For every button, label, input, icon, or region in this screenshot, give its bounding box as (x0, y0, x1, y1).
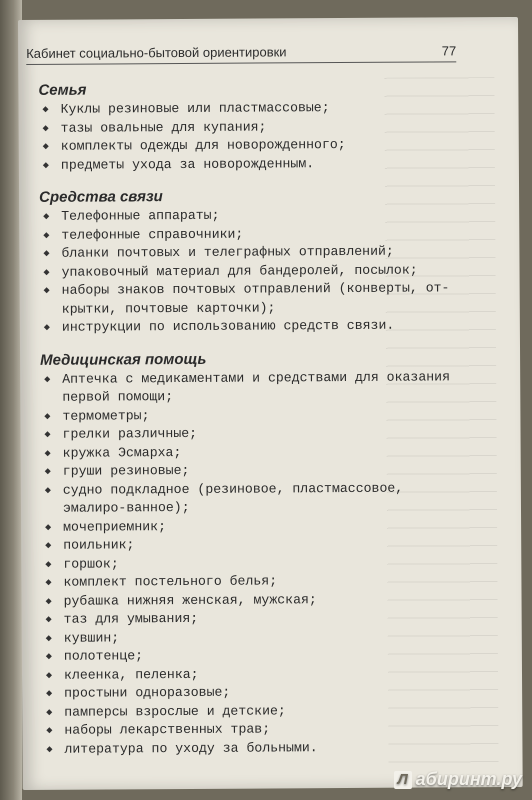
diamond-bullet-icon: ◆ (45, 540, 52, 552)
diamond-bullet-icon: ◆ (45, 651, 52, 663)
list-item: ◆ инструкции по использованию средств связи. (40, 316, 460, 337)
diamond-bullet-icon: ◆ (46, 707, 53, 719)
list-item: ◆ Телефонные аппараты; (39, 205, 459, 226)
item-list (38, 98, 458, 175)
list-item: ◆ мочеприемник; (41, 516, 461, 537)
item-list (40, 368, 462, 759)
diamond-bullet-icon: ◆ (43, 267, 50, 279)
header-title: Кабинет социально-бытовой ориентировки (26, 44, 287, 61)
list-item: ◆ наборы знаков почтовых отправлений (конверты, от-крытки, почтовые карточки); (43, 280, 450, 317)
page-content (38, 79, 462, 773)
diamond-bullet-icon: ◆ (42, 160, 49, 172)
site-watermark (394, 769, 522, 790)
diamond-bullet-icon: ◆ (46, 744, 53, 756)
diamond-bullet-icon: ◆ (43, 285, 50, 297)
list-item: ◆ литература по уходу за больными. (42, 738, 462, 759)
diamond-bullet-icon: ◆ (45, 670, 53, 682)
book-page (18, 17, 523, 790)
diamond-bullet-icon: ◆ (43, 230, 50, 242)
diamond-bullet-icon: ◆ (45, 522, 52, 534)
diamond-bullet-icon: ◆ (43, 211, 50, 223)
diamond-bullet-icon: ◆ (44, 411, 51, 423)
section-medical (40, 349, 462, 759)
list-item: ◆ наборы лекарственных трав; (42, 719, 462, 740)
list-item: ◆ груши резиновые; (41, 460, 461, 481)
diamond-bullet-icon: ◆ (44, 448, 51, 460)
diamond-bullet-icon: ◆ (45, 614, 52, 626)
list-item: ◆ комплект постельного белья; (41, 571, 461, 592)
list-item: ◆ упаковочный материал для бандеролей, посылок; (39, 261, 459, 282)
list-item: ◆ рубашка нижняя женская, мужская; (41, 590, 461, 611)
diamond-bullet-icon: ◆ (44, 466, 51, 478)
diamond-bullet-icon: ◆ (46, 725, 53, 737)
list-item: ◆ термометры; (40, 405, 460, 426)
diamond-bullet-icon: ◆ (45, 633, 52, 645)
list-item: ◆ телефонные справочники; (39, 224, 459, 245)
list-item: ◆ предметы ухода за новорожденным. (39, 154, 459, 175)
list-item: ◆ поильник; (41, 534, 461, 555)
diamond-bullet-icon: ◆ (46, 688, 53, 700)
list-item: ◆ Куклы резиновые или пластмассовые; (38, 98, 458, 119)
diamond-bullet-icon: ◆ (44, 485, 51, 497)
diamond-bullet-icon: ◆ (45, 577, 52, 589)
diamond-bullet-icon: ◆ (44, 374, 51, 386)
item-list (39, 205, 460, 337)
diamond-bullet-icon: ◆ (44, 429, 51, 441)
list-item: ◆ таз для умывания; (42, 608, 462, 629)
section-title: Семья (38, 81, 87, 99)
diamond-bullet-icon: ◆ (43, 322, 50, 334)
running-header (26, 43, 456, 65)
list-item: ◆ кружка Эсмарха; (41, 442, 461, 463)
diamond-bullet-icon: ◆ (42, 141, 49, 153)
list-item: ◆ кувшин; (42, 627, 462, 648)
list-item: ◆ Аптечка с медикаментами и средствами для оказания первой помощи; (44, 368, 451, 405)
diamond-bullet-icon: ◆ (45, 596, 52, 608)
diamond-bullet-icon: ◆ (45, 559, 52, 571)
list-item: ◆ горшок; (41, 553, 461, 574)
page-number: 77 (441, 43, 457, 59)
list-item: ◆ памперсы взрослые и детские; (42, 701, 462, 722)
list-item: ◆ комплекты одежды для новорожденного; (39, 135, 459, 156)
list-item: ◆ бланки почтовых и телеграфных отправлений; (39, 242, 459, 263)
diamond-bullet-icon: ◆ (42, 104, 49, 116)
list-item: ◆ тазы овальные для купания; (39, 117, 459, 138)
diamond-bullet-icon: ◆ (43, 248, 50, 260)
diamond-bullet-icon: ◆ (42, 123, 49, 135)
list-item: ◆ простыни одноразовые; (42, 682, 462, 703)
list-item: ◆ судно подкладное (резиновое, пластмассовое, эмалиро-ванное); (44, 480, 404, 516)
section-title: Медицинская помощь (40, 350, 207, 369)
watermark-logo-icon: Л (394, 771, 412, 789)
section-title: Средства связи (39, 188, 163, 206)
watermark-text: абиринт.ру (415, 769, 522, 789)
list-item: ◆ грелки различные; (40, 423, 460, 444)
section-communication (39, 186, 460, 337)
section-family (38, 79, 459, 175)
list-item: ◆ клеенка, пеленка; (42, 664, 462, 685)
list-item: ◆ полотенце; (42, 645, 462, 666)
